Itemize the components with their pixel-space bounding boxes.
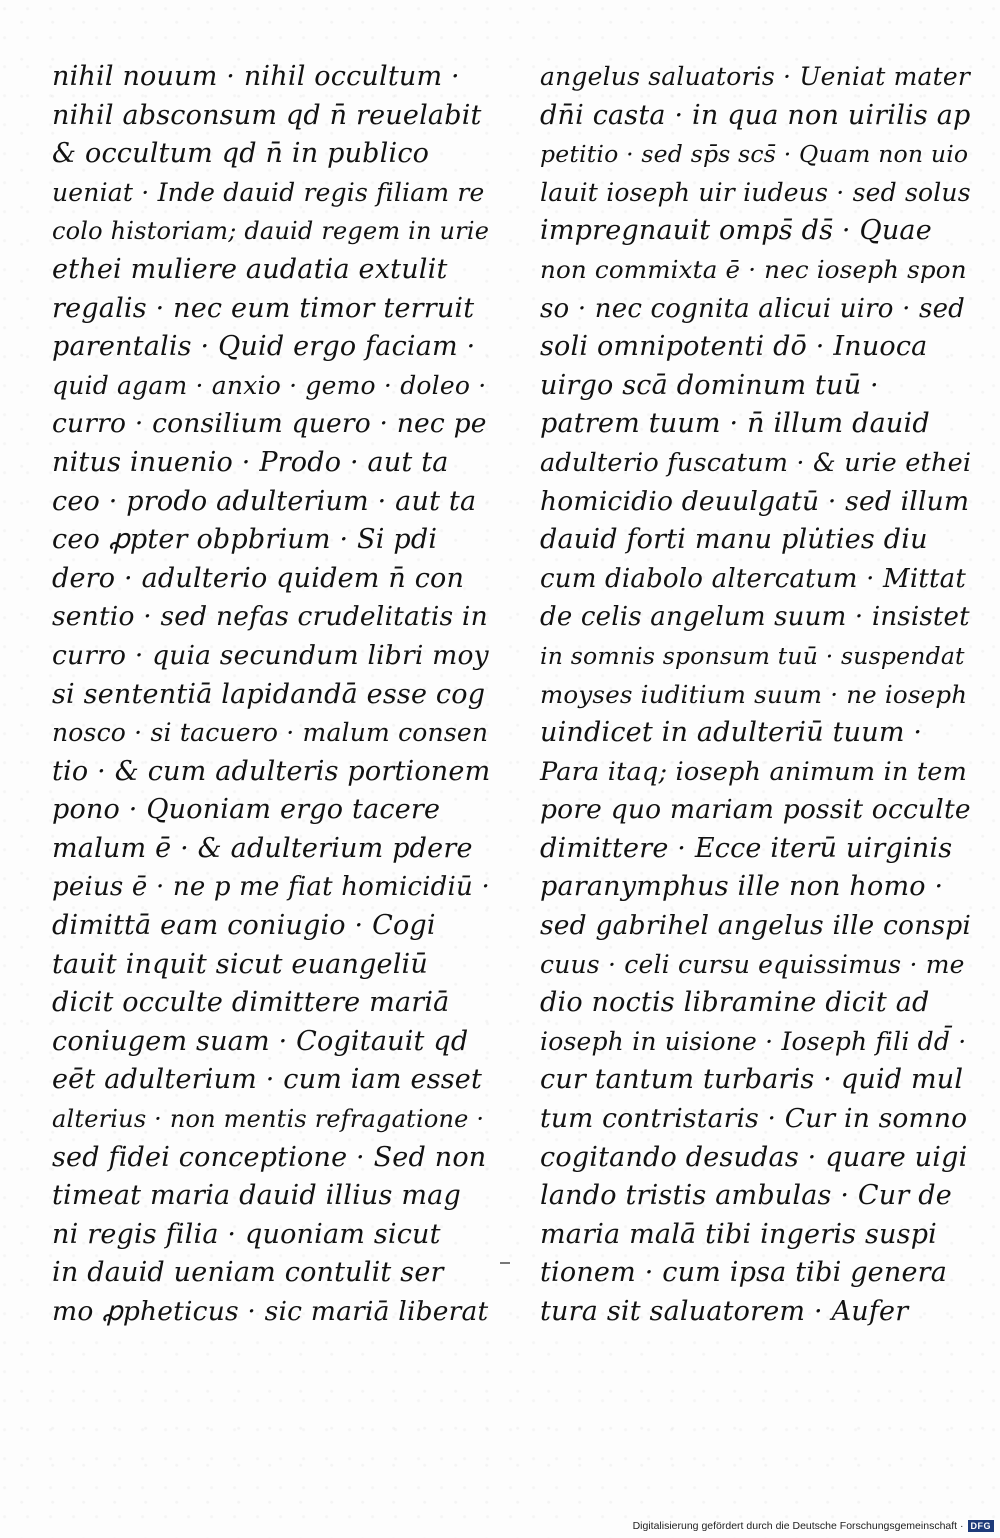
text-line: dicit occulte dimittere mariā	[52, 987, 450, 1019]
credit-text: Digitalisierung gefördert durch die Deutsche Forschungsgemeinschaft ·	[632, 1520, 964, 1532]
text-line: sentio · sed nefas crudelitatis in	[52, 601, 488, 633]
right-column	[540, 58, 972, 1332]
text-line: cuus · celi cursu equissimus · me	[540, 949, 965, 979]
text-line: lando tristis ambulas · Cur de	[540, 1180, 952, 1212]
text-line: Para itaq; ioseph animum in tem	[540, 756, 967, 787]
text-line: dimittere · Ecce iterū uirginis	[540, 832, 953, 864]
text-line: so · nec cognita alicui uiro · sed	[540, 293, 966, 324]
text-line: regalis · nec eum timor terruit	[52, 292, 475, 324]
text-line: pono · Quoniam ergo tacere	[52, 794, 441, 826]
dfg-logo: DFG	[968, 1520, 995, 1532]
text-line: uindicet in adulteriū tuum ·	[540, 717, 923, 749]
text-line: eēt adulterium · cum iam esset	[52, 1064, 483, 1096]
text-line: moyses iuditium suum · ne ioseph	[540, 679, 968, 709]
text-line: dauid forti manu plu̇ties diu	[540, 524, 928, 556]
text-line: patrem tuum · n̄ illum dauid	[540, 408, 930, 440]
text-line: nihil absconsum qd n̄ reuelabit	[52, 99, 482, 131]
text-line: pore quo mariam possit occulte	[540, 794, 971, 826]
text-line: nitus inuenio · Prodo · aut ta	[52, 446, 449, 478]
text-line: quid agam · anxio · gemo · doleo ·	[52, 370, 487, 400]
text-line: sed gabrihel angelus ille conspi	[540, 910, 972, 942]
text-line: colo historiam; dauid regem in urie	[52, 217, 490, 246]
text-line: uirgo scā dominum tuū ·	[540, 369, 879, 401]
text-line: maria malā tibi ingeris suspi	[540, 1218, 938, 1250]
text-line: non commixta ē · nec ioseph spon	[540, 254, 967, 284]
text-line: coniugem suam · Cogitauit qd	[52, 1025, 469, 1057]
text-line: in somnis sponsum tuū · suspendat	[540, 641, 965, 670]
text-line: cur tantum turbaris · quid mul	[540, 1064, 964, 1096]
digitization-credit	[633, 1520, 994, 1532]
margin-mark	[500, 1262, 510, 1264]
text-line: homicidio deuulgatū · sed illum	[540, 485, 970, 517]
text-line: nosco · si tacuero · malum consen	[52, 718, 489, 748]
text-line: alterius · non mentis refragatione ·	[52, 1105, 485, 1134]
text-line: tum contristaris · Cur in somno	[540, 1103, 968, 1135]
text-line: tura sit saluatorem · Aufer	[540, 1296, 909, 1327]
text-line: malum ē · & adulterium pdere	[52, 832, 473, 864]
text-line: ceo · prodo adulterium · aut ta	[52, 485, 477, 517]
text-line: dero · adulterio quidem n̄ con	[52, 562, 465, 594]
text-line: cogitando desudas · quare uigi	[540, 1141, 968, 1173]
text-line: dio noctis libramine dicit ad	[540, 987, 930, 1019]
text-line: timeat maria dauid illius mag	[52, 1180, 461, 1212]
text-line: petitio · sed sp̄s scs̄ · Quam non uio	[540, 140, 969, 169]
text-line: sed fidei conceptione · Sed non	[52, 1141, 487, 1173]
text-line: adulterio fuscatum · & urie ethei	[540, 447, 972, 478]
text-line: nihil nouum · nihil occultum ·	[52, 61, 460, 92]
text-line: tio · & cum adulteris portionem	[52, 755, 491, 787]
text-line: dn̄i casta · in qua non uirilis ap	[540, 99, 971, 131]
text-line: dimittā eam coniugio · Cogi	[52, 910, 436, 942]
left-column	[52, 58, 492, 1332]
text-line: ioseph in uisione · Ioseph fili dd̄ ·	[540, 1026, 967, 1056]
text-line: ueniat · Inde dauid regis filiam re	[52, 177, 485, 207]
text-line: ceo ꝓpter obpbrium · Si pdi	[52, 524, 438, 556]
text-line: & occultum qd n̄ in publico	[52, 138, 430, 170]
text-line: de celis angelum suum · insistet	[540, 602, 970, 633]
text-line: parentalis · Quid ergo faciam ·	[52, 331, 476, 363]
text-line: si sententiā lapidandā esse cog	[52, 678, 486, 710]
text-line: curro · consilium quero · nec pe	[52, 408, 487, 440]
text-line: lauit ioseph uir iudeus · sed solus	[540, 177, 971, 207]
text-line: impregnauit omps̄ ds̄ · Quae	[540, 215, 932, 247]
text-line: ethei muliere audatia extulit	[52, 253, 448, 285]
text-line: paranymphus ille non homo ·	[540, 871, 944, 903]
text-line: soli omnipotenti dō · Inuoca	[540, 331, 928, 363]
text-line: curro · quia secundum libri moy	[52, 639, 489, 671]
text-line: in dauid ueniam contulit ser	[52, 1257, 444, 1289]
text-line: tionem · cum ipsa tibi genera	[540, 1257, 948, 1289]
text-line: peius ē · ne p me fiat homicidiū ·	[52, 872, 490, 903]
text-line: ni regis filia · quoniam sicut	[52, 1218, 441, 1250]
text-line: mo ꝓpheticus · sic mariā liberat	[52, 1296, 489, 1327]
text-line: tauit inquit sicut euangeliū	[52, 948, 428, 980]
text-line: cum diabolo altercatum · Mittat	[540, 563, 966, 594]
text-line: angelus saluatoris · Ueniat mater	[540, 62, 970, 91]
